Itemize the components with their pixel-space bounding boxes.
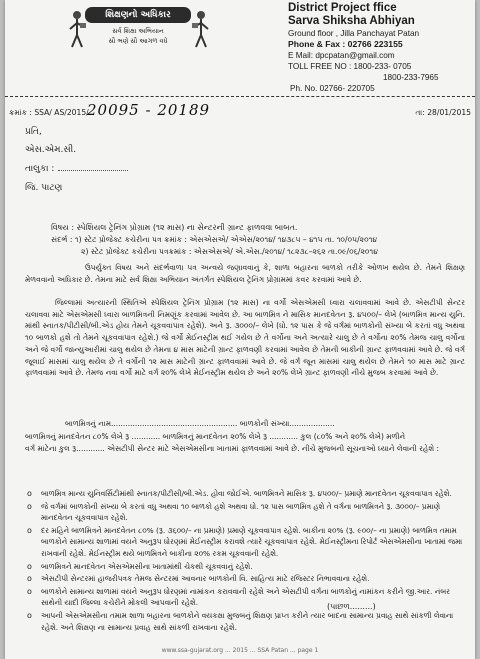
office-subtitle: Sarva Shiksha Abhiyan [288,15,415,27]
addressee-line-2: તાલુકા : [25,164,128,174]
instruction-list [25,488,465,634]
addressee-line-1: એસ.એમ.સી. [25,145,77,155]
header-separator [5,96,475,97]
list-item: o એસટીપી સેન્ટરમાં હાજરીપત્રક તેમજ સેન્ટરમાં આવનાર બાળકોની વિ. સાહિત્ય માટે રજિસ્ટર નિભાવવાના રહેશે. [25,573,465,585]
paragraph-body: જિલ્લામાં અત્યારની સ્થિતિએ સ્પેશિયલ ટ્રેનિંગ પ્રોગ્રામ (૧૨ માસ) ના વર્ગો એસએમસી ધ્વારા ચલાવવામાં આવે છે. એસટીપી સેન્ટર ચલાવવા માટે એસએમસી ધ્વારા બાળમિત્રની નિમણૂંક કરવામાં આવેલ છે. આ બાળમિત્ર ને માસિક માનદવેતન રૂ. ૪૫૦૦/– લેખે (બાળમિત્ર માન્ય યુનિ. માંથી સ્નાતક/પીટીસી/બી.એડ હોય તેમને ચૂકવવાપાત્ર રહેશે). અને રૂ. ૩૦૦૦/– લેખે (ધો. ૧૨ પાસ કે જે વર્ગમાં બાળકોની સંખ્યા બે કરતાં વધુ અથવા ૧૦ બાળકો હશે તો તેમને ચૂકવવાપાત્ર રહેશે.) જે વર્ગો મેઈનસ્ટ્રીમ થઈ ગયેલ છે તે વર્ગોના અને અત્યારે ચાલુ છે તે વર્ગોના ૨૦% તેમજ ચાલુ વર્ગોના અને જે વર્ગો જાન્યુઆરીમાં ચાલુ થયેલ છે તેમના ૪ માસ માટેની ગ્રાન્ટ ફાળવણી કરવામાં આવેલ છે તેમની બાકીની ગ્રાન્ટ ફાળવવામાં આવે છે. જે વર્ગ જૂલાઈ માસમાં ચાલુ થયેલ છે તે વર્ગોની ૧૨ માસ માટેની ગ્રાન્ટ ફાળવવામાં આવે છે. જે વર્ગ જૂન માસમાં ચાલુ થયેલ છે તેમને ૧૦ માસ માટે ગ્રાન્ટ ફાળવવામાં આવે છે. તેમજ નવા વર્ગો માટે વર્ગ ૨૦% લેખે મેઈનસ્ટ્રીમ થયેલ છે અને ૨૦% લેખે ગ્રાન્ટ ફાળવણી નીચે મુજબ કરવામાં આવે છે. [25,298,465,378]
logo-line-1: સર્વ શિક્ષા અભિયાન [112,27,164,35]
ssa-logo [63,7,213,83]
list-item: o દર મહિને બાળમિત્રને માનદવેતન ૮૦% (રૂ. ૩૬૦૦/– ના પ્રમાણે) પ્રમાણે ચૂકવવાપાત્ર રહેશે. બાકીના ૨૦% (રૂ. ૯૦૦/– ના પ્રમાણે) બાળમિત્ર તમામ બાળકોને સામાન્ય શાળામાં વયને અનુરૂપ ધોરણમાં મેઈનસ્ટ્રીમ કરાવશે ત્યારે ચૂકવવાપાત્ર રહેશે. મેઈનસ્ટ્રીમના રિપોર્ટ એસએમસીના ખાતામાં જમા રાખવાની રહેશે. મેઈનસ્ટ્રીમ થયે બાળમિત્રને બાકીના ૨૦% રકમ ચૂકવવાની રહેશે. [25,525,465,560]
reference-item: ૨) સ્ટેટ પ્રોજેક્ટ કચેરીના પત્રક્રમાંક : એસએસએ/ એ.એસ./૨૦૧૪/ ૧૮૨૩૮–૨૬૨ તા.૦૯/૦૬/૨૦૧૪ [81,247,378,256]
reference-row [9,101,471,120]
continued-note: (પાછળ.........) [327,602,376,611]
list-item: o બાળકોને સામાન્ય શાળામાં વયને અનુરૂપ ધોરણમાં નામાંકન કરાવવાની રહેશે અને એસટીપી વર્ગના બાળકોનું નામાંકન કરીને જી.આર. નંબર સાથેની યાદી જિલ્લા કચેરીને મોકલી આપવાની રહેશે. [25,586,465,609]
handwritten-reference: 20095 - 20189 [87,101,211,119]
office-title: District Project ffice [288,2,397,14]
addressee-line-3: જિ. પાટણ [25,183,63,193]
reference-number-label: ક્રમાંક : SSA/ AS/2015/ [9,108,89,117]
fill-line-name: બાળમિત્રનું નામ..................................................... બાળકોની સંખ્યા................... [65,419,335,428]
office-tollfree-2: 1800-233-7965 [383,73,439,82]
addressee-to: પ્રતિ, [25,127,42,137]
logo-line-2: સૌ ભણે સૌ આગળ વધે [108,37,168,45]
office-ph: Ph. No. 02766- 220705 [290,84,375,93]
office-address: Ground floor , Jilla Panchayat Patan [288,29,420,38]
list-item: o બાળમિત્રને માનદવેતન એસએમસીના ખાતામાંથી ચેકથી ચૂકવવાનું રહેશે. [25,561,465,573]
letter-date: તા: 28/01/2015 [415,108,471,117]
office-phone: Phone & Fax : 02766 223155 [288,39,403,49]
letter-references [51,234,471,258]
reference-item: સંદર્ભ : ૧) સ્ટેટ પ્રોજેક્ટ કચેરીના પત્ર ક્રમાંક : એસએસએ/ એએસ/૨૦૧૪/ ૧૪૩૮૫ – ૪૧૫ તા. ૧૦/૦૫/૨૦૧૪ [51,235,378,244]
fill-line-total: વર્ગ માટેના કુલ રૂ............ એસટીપી સેન્ટર માટે એસએમસીના ખાતામાં ફાળવવામાં આવે છે. નીચે મુજબની સૂચનાઓ ધ્યાને લેવાની રહેશે : [25,444,440,453]
letter-page [5,0,475,659]
paragraph-intro: ઉપર્યુક્ત વિષય અને સંદર્ભવાળા પત્ર અન્વયે જણાવવાનું કે, શાળા બહારના બાળકો તરીકે ઓળખ થયેલ છે. તેમને શિક્ષણ મેળવવાનો અધિકાર છે. તેમના માટે સર્વ શિક્ષા અભિયાન અંતર્ગત સ્પેશિયલ ટ્રેનિંગ પ્રોગ્રામમાં કવર કરવામાં આવે છે. [25,263,465,284]
office-header [288,2,475,94]
fill-line-amount: બાળમિત્રનું માનદવેતન ૮૦% લેખે રૂ ............ બાળમિત્રનું માનદવેતન ૨૦% લેખે રૂ ............ કુલ (૮૦% અને ૨૦% લેખે) મળીને [25,432,406,441]
page-footer: www.ssa-gujarat.org ... 2015 ... SSA Patan ... page 1 [161,647,319,654]
list-item: o આપની એસએમસીના તમામ શાળા બહારના બાળકોને વયકક્ષા મુજબનું શિક્ષણ પ્રાપ્ત કરીને ત્યાર બાદના સામાન્ય પ્રવાહ સાથે સાંકળી લેવાના રહેશે. અને શિક્ષણ ના સામાન્ય પ્રવાહ સાથે સાંકળી રાખવાના રહેશે. [25,610,465,633]
list-item: o બાળમિત્ર માન્ય યુનિવર્સિટીમાંથી સ્નાતક/પીટીસી/બી.એડ. હોવા જોઈએ. બાળમિત્રને માસિક રૂ. ૪૫૦૦/– પ્રમાણે માનદવેતન ચૂકવવાપાત્ર રહેશે. [25,488,465,500]
office-email: E Mail: dpcpatan@gmail.com [288,51,395,60]
letter-subject: વિષય : સ્પેશિયલ ટ્રેનિંગ પ્રોગ્રામ (૧૨ માસ) ના સેન્ટરની ગ્રાન્ટ ફાળવવા બાબત. [51,223,298,232]
logo-banner: શિક્ષણનો અધિકાર [85,7,191,23]
office-tollfree: TOLL FREE NO : 1800-233- 0705 [288,62,412,71]
list-item: o જે વર્ગમાં બાળકોની સંખ્યા બે કરતાં વધુ અથવા ૧૦ બાળકો હશે અથવા ધો. ૧૨ પાસ બાળમિત્ર હશે તે વર્ગના બાળમિત્રને રૂ. ૩૦૦૦/– પ્રમાણે માનદવેતન ચૂકવવાપાત્ર રહેશે. [25,501,465,524]
